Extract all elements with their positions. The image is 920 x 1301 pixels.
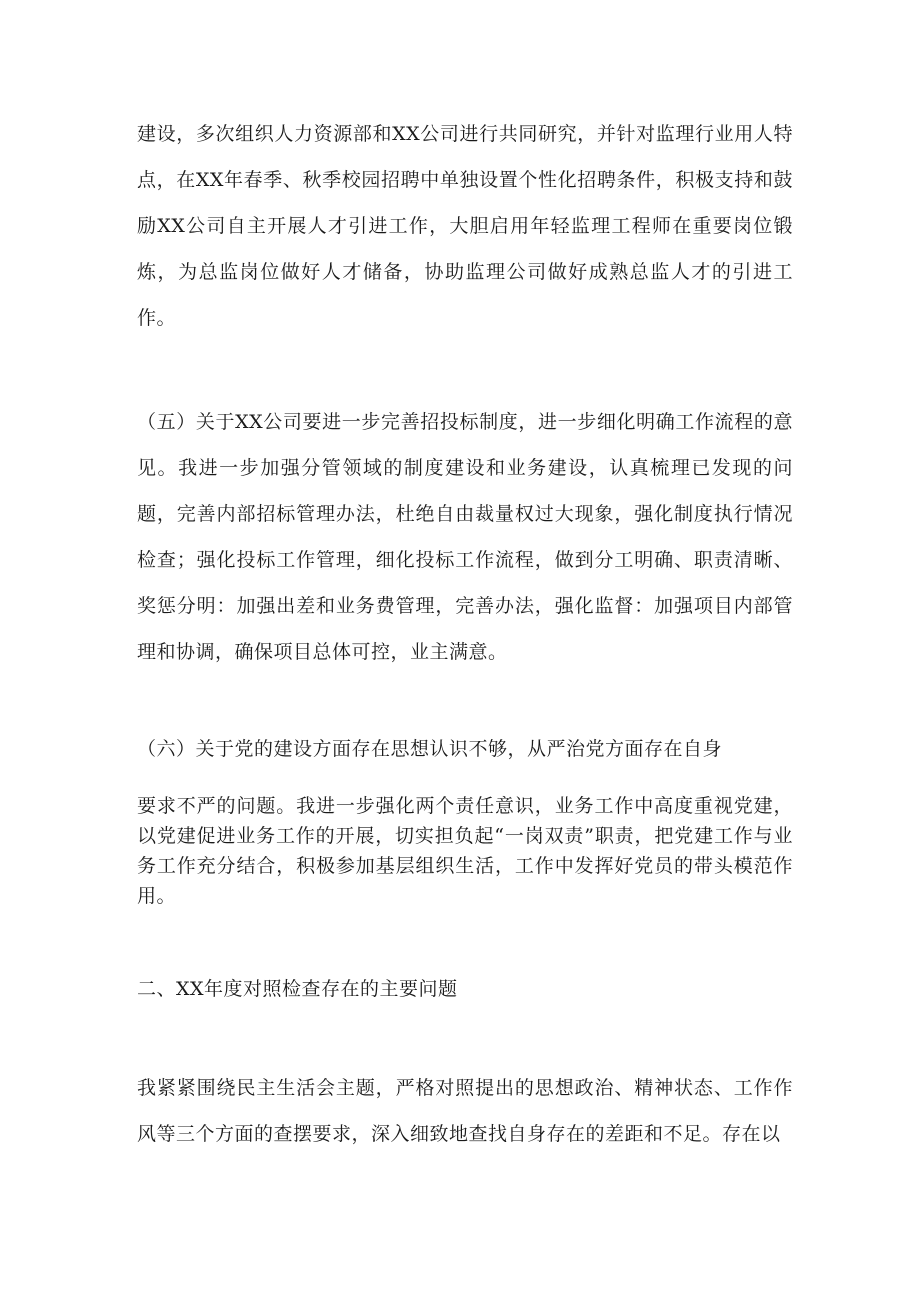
paragraph-party-building-body: 要求不严的问题。我进一步强化两个责任意识，业务工作中高度重视党建，以党建促进业务工作的开展，切实担负起“一岗双责”职责，把党建工作与业务工作充分结合，积极参加基层组织生活，工作中发挥好党员的带头模范作用。 — [137, 795, 793, 907]
paragraph-tender-system: （五）关于XX公司要进一步完善招投标制度，进一步细化明确工作流程的意见。我进一步加强分管领域的制度建设和业务建设，认真梳理已发现的问题，完善内部招标管理办法，杜绝自由裁量权过大现象，强化制度执行情况检查；强化投标工作管理，细化投标工作流程，做到分工明确、职责清晰、奖惩分明：加强出差和业务费管理，完善办法，强化监督：加强项目内部管理和协调，确保项目总体可控，业主满意。 — [137, 411, 793, 663]
section-heading-main-problems: 二、XX年度对照检查存在的主要问题 — [137, 978, 458, 1000]
paragraph-self-examination: 我紧紧围绕民主生活会主题，严格对照提出的思想政治、精神状态、工作作风等三个方面的查摆要求，深入细致地查找自身存在的差距和不足。存在以 — [137, 1077, 793, 1145]
paragraph-party-building-intro: （六）关于党的建设方面存在思想认识不够，从严治党方面存在自身 — [137, 738, 723, 760]
paragraph-talent-recruitment: 建设，多次组织人力资源部和XX公司进行共同研究，并针对监理行业用人特点，在XX年春季、秋季校园招聘中单独设置个性化招聘条件，积极支持和鼓励XX公司自主开展人才引进工作，大胆启用年轻监理工程师在重要岗位锻炼，为总监岗位做好人才储备，协助监理公司做好成熟总监人才的引进工作。 — [137, 123, 793, 329]
